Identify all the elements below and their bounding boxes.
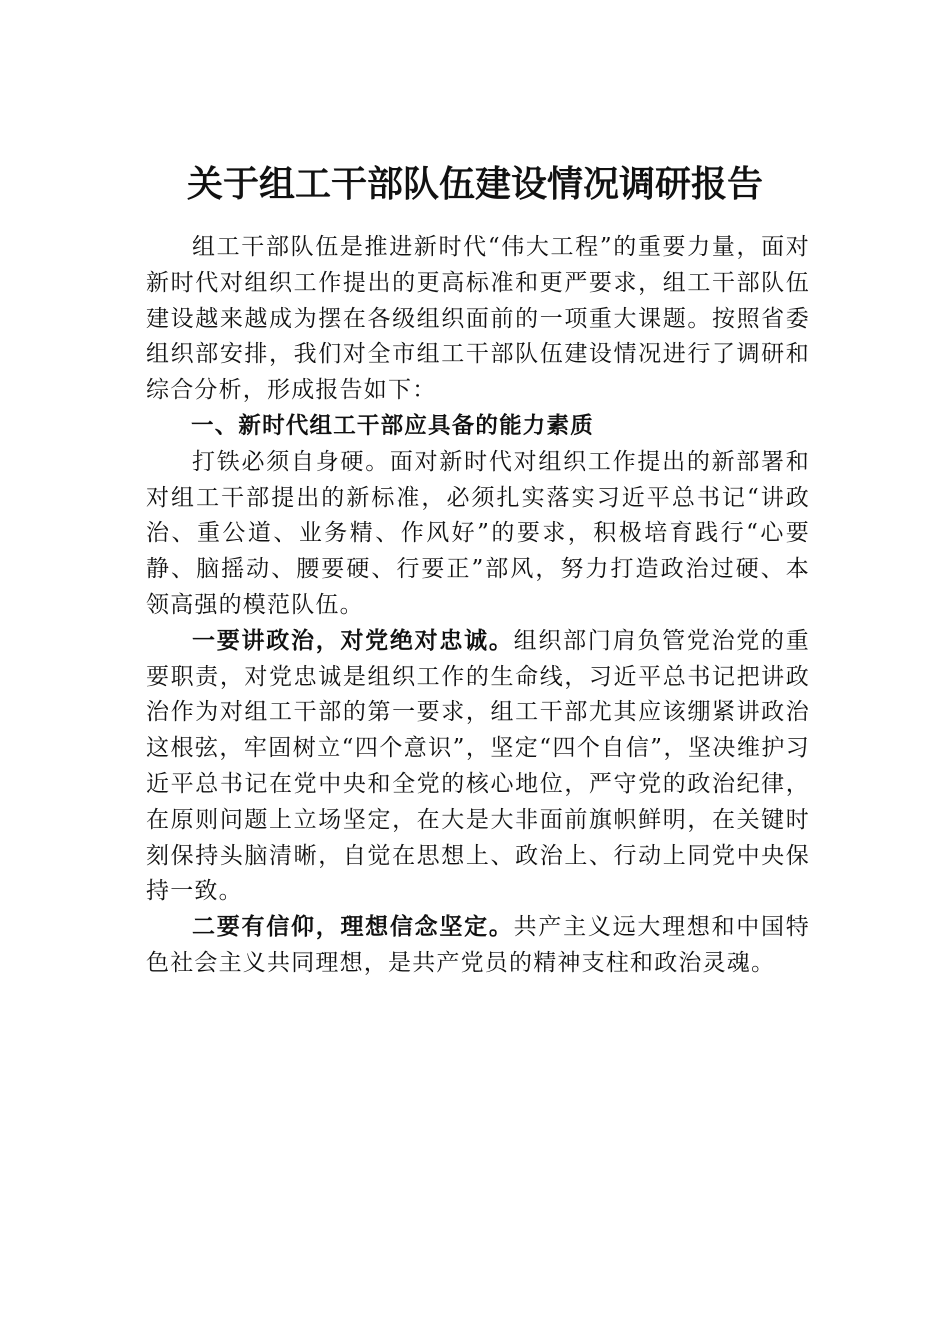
document-title: 关于组工干部队伍建设情况调研报告 [186,163,763,205]
point-1-paragraph [146,624,810,910]
point-1-lead: 一要讲政治，对党绝对忠诚。 [192,627,514,654]
section-1-paragraph: 打铁必须自身硬。面对新时代对组织工作提出的新部署和对组工干部提出的新标准，必须扎实落实习近平总书记“讲政治、重公道、业务精、作风好”的要求，积极培育践行“心要静、脑摇动、腰要硬、行要正”部风，努力打造政治过硬、本领高强的模范队伍。 [146,448,810,618]
point-2-paragraph [146,910,810,982]
point-1-text: 组织部门肩负管党治党的重要职责，对党忠诚是组织工作的生命线，习近平总书记把讲政治作为对组工干部的第一要求，组工干部尤其应该绷紧讲政治这根弦，牢固树立“四个意识”，坚定“四个自信”，坚决维护习近平总书记在党中央和全党的核心地位，严守党的政治纪律，在原则问题上立场坚定，在大是大非面前旗帜鲜明，在关键时刻保持头脑清晰，自觉在思想上、政治上、行动上同党中央保持一致。 [146,627,810,905]
point-2-text: 共产主义远大理想和中国特色社会主义共同理想，是共产党员的精神支柱和政治灵魂。 [146,914,810,976]
section-1-heading: 一、新时代组工干部应具备的能力素质 [191,412,594,439]
intro-paragraph: 组工干部队伍是推进新时代“伟大工程”的重要力量，面对新时代对组织工作提出的更高标准和更严要求，组工干部队伍建设越来越成为摆在各级组织面前的一项重大课题。按照省委组织部安排，我们对全市组工干部队伍建设情况进行了调研和综合分析，形成报告如下： [146,234,810,404]
point-2-lead: 二要有信仰，理想信念坚定。 [192,914,514,941]
document-body [146,230,810,982]
